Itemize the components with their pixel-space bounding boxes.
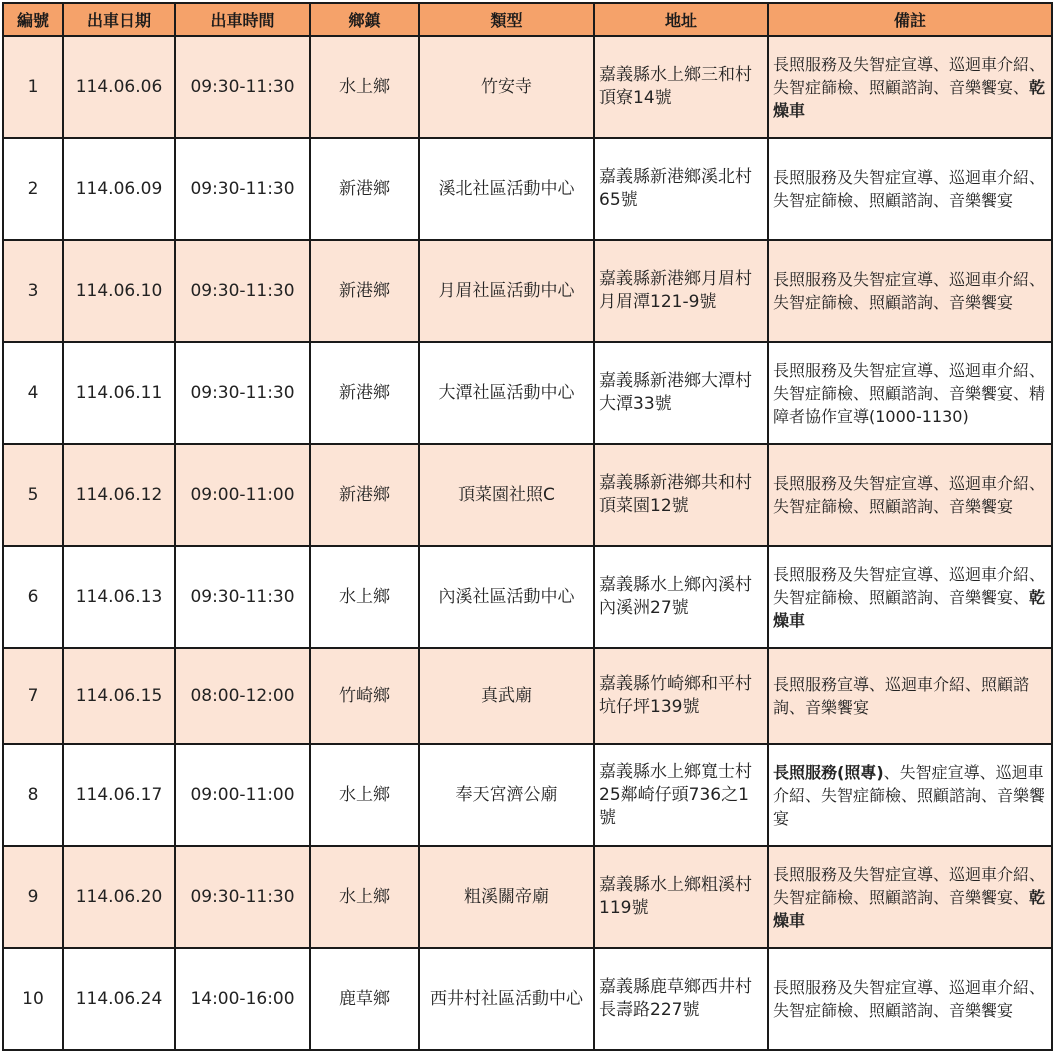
row-town: 竹崎鄉: [310, 648, 419, 744]
row-type: 大潭社區活動中心: [419, 342, 594, 444]
row-address: 嘉義縣水上鄉內溪村內溪洲27號: [594, 546, 768, 648]
row-date: 114.06.15: [63, 648, 175, 744]
note-text: 長照服務及失智症宣導、巡迴車介紹、失智症篩檢、照顧諮詢、音樂饗宴、精障者協作宣導(1000-1130): [773, 360, 1046, 426]
row-number: 7: [3, 648, 63, 744]
table-row: [3, 846, 1052, 948]
row-time: 09:30-11:30: [175, 240, 310, 342]
row-number: 10: [3, 948, 63, 1050]
row-number: 6: [3, 546, 63, 648]
header-no: 編號: [3, 3, 63, 36]
row-time: 09:30-11:30: [175, 846, 310, 948]
row-note: [768, 36, 1052, 138]
note-bold-suffix: 乾燥車: [773, 587, 1046, 630]
row-type: 內溪社區活動中心: [419, 546, 594, 648]
row-type: 溪北社區活動中心: [419, 138, 594, 240]
row-town: 新港鄉: [310, 138, 419, 240]
row-type: 粗溪關帝廟: [419, 846, 594, 948]
row-time: 09:30-11:30: [175, 342, 310, 444]
row-address: 嘉義縣水上鄉三和村頂寮14號: [594, 36, 768, 138]
row-note: [768, 138, 1052, 240]
row-town: 水上鄉: [310, 846, 419, 948]
row-type: 頂菜園社照C: [419, 444, 594, 546]
table-row: [3, 138, 1052, 240]
row-date: 114.06.12: [63, 444, 175, 546]
row-town: 新港鄉: [310, 240, 419, 342]
row-time: 09:30-11:30: [175, 36, 310, 138]
row-number: 8: [3, 744, 63, 846]
note-text: 長照服務宣導、巡迴車介紹、照顧諮詢、音樂饗宴: [773, 675, 1030, 717]
row-address: 嘉義縣新港鄉月眉村月眉潭121-9號: [594, 240, 768, 342]
row-type: 真武廟: [419, 648, 594, 744]
row-address: 嘉義縣水上鄉寬士村25鄰崎仔頭736之1號: [594, 744, 768, 846]
row-type: 西井村社區活動中心: [419, 948, 594, 1050]
row-date: 114.06.17: [63, 744, 175, 846]
note-bold-suffix: 乾燥車: [773, 77, 1046, 120]
table-row: [3, 948, 1052, 1050]
row-date: 114.06.24: [63, 948, 175, 1050]
row-date: 114.06.13: [63, 546, 175, 648]
row-address: 嘉義縣新港鄉溪北村65號: [594, 138, 768, 240]
table-body: [3, 36, 1052, 1050]
row-town: 新港鄉: [310, 342, 419, 444]
note-text: 長照服務及失智症宣導、巡迴車介紹、失智症篩檢、照顧諮詢、音樂饗宴、: [773, 864, 1046, 907]
note-text: 長照服務及失智症宣導、巡迴車介紹、失智症篩檢、照顧諮詢、音樂饗宴: [773, 474, 1046, 516]
row-note: [768, 240, 1052, 342]
note-text: 、失智症宣導、巡迴車介紹、失智症篩檢、照顧諮詢、音樂饗宴: [773, 762, 1046, 828]
schedule-table: [2, 2, 1053, 1051]
table-row: [3, 342, 1052, 444]
row-note: [768, 546, 1052, 648]
row-town: 新港鄉: [310, 444, 419, 546]
row-town: 鹿草鄉: [310, 948, 419, 1050]
row-date: 114.06.20: [63, 846, 175, 948]
header-note: 備註: [768, 3, 1052, 36]
row-note: [768, 342, 1052, 444]
row-date: 114.06.11: [63, 342, 175, 444]
row-time: 09:00-11:00: [175, 444, 310, 546]
row-time: 09:00-11:00: [175, 744, 310, 846]
row-time: 09:30-11:30: [175, 546, 310, 648]
row-number: 1: [3, 36, 63, 138]
row-time: 08:00-12:00: [175, 648, 310, 744]
row-address: 嘉義縣新港鄉大潭村大潭33號: [594, 342, 768, 444]
row-type: 月眉社區活動中心: [419, 240, 594, 342]
row-note: [768, 744, 1052, 846]
row-time: 14:00-16:00: [175, 948, 310, 1050]
table-row: [3, 546, 1052, 648]
table-row: [3, 444, 1052, 546]
note-text: 長照服務及失智症宣導、巡迴車介紹、失智症篩檢、照顧諮詢、音樂饗宴: [773, 270, 1046, 312]
table-row: [3, 240, 1052, 342]
row-number: 3: [3, 240, 63, 342]
header-town: 鄉鎮: [310, 3, 419, 36]
row-note: [768, 846, 1052, 948]
row-town: 水上鄉: [310, 36, 419, 138]
note-bold-suffix: 乾燥車: [773, 887, 1046, 930]
row-number: 4: [3, 342, 63, 444]
table-row: [3, 648, 1052, 744]
row-address: 嘉義縣水上鄉粗溪村119號: [594, 846, 768, 948]
header-date: 出車日期: [63, 3, 175, 36]
row-note: [768, 444, 1052, 546]
row-town: 水上鄉: [310, 744, 419, 846]
row-number: 2: [3, 138, 63, 240]
row-note: [768, 948, 1052, 1050]
row-town: 水上鄉: [310, 546, 419, 648]
note-text: 長照服務及失智症宣導、巡迴車介紹、失智症篩檢、照顧諮詢、音樂饗宴、: [773, 54, 1046, 97]
note-text: 長照服務及失智症宣導、巡迴車介紹、失智症篩檢、照顧諮詢、音樂饗宴: [773, 978, 1046, 1020]
header-time: 出車時間: [175, 3, 310, 36]
row-date: 114.06.09: [63, 138, 175, 240]
table-row: [3, 744, 1052, 846]
header-row: [3, 3, 1052, 36]
row-note: [768, 648, 1052, 744]
row-address: 嘉義縣鹿草鄉西井村長壽路227號: [594, 948, 768, 1050]
row-time: 09:30-11:30: [175, 138, 310, 240]
row-address: 嘉義縣竹崎鄉和平村坑仔坪139號: [594, 648, 768, 744]
row-type: 奉天宮濟公廟: [419, 744, 594, 846]
header-type: 類型: [419, 3, 594, 36]
row-type: 竹安寺: [419, 36, 594, 138]
row-date: 114.06.06: [63, 36, 175, 138]
row-address: 嘉義縣新港鄉共和村頂菜園12號: [594, 444, 768, 546]
row-date: 114.06.10: [63, 240, 175, 342]
note-text: 長照服務及失智症宣導、巡迴車介紹、失智症篩檢、照顧諮詢、音樂饗宴: [773, 168, 1046, 210]
header-address: 地址: [594, 3, 768, 36]
table-row: [3, 36, 1052, 138]
row-number: 5: [3, 444, 63, 546]
note-bold-prefix: 長照服務(照專): [773, 762, 884, 782]
row-number: 9: [3, 846, 63, 948]
note-text: 長照服務及失智症宣導、巡迴車介紹、失智症篩檢、照顧諮詢、音樂饗宴、: [773, 564, 1046, 607]
